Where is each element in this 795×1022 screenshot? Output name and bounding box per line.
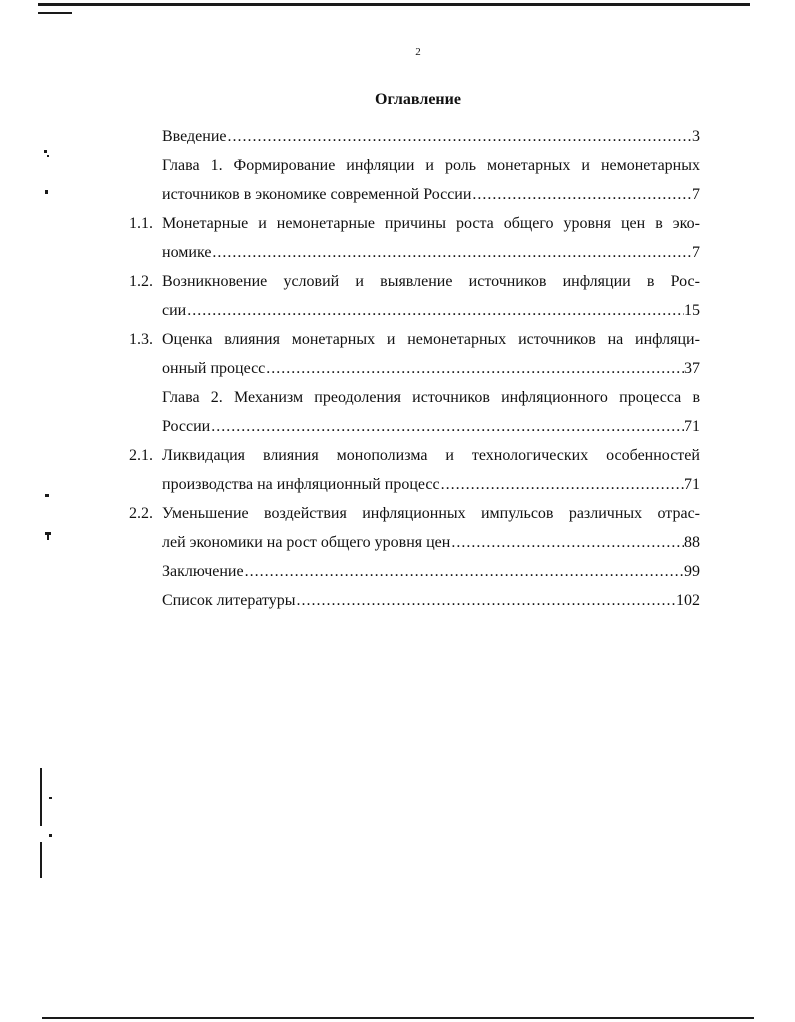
toc-entry-leader-line [162, 300, 700, 322]
toc-word: источников [518, 331, 596, 348]
toc-word: инфляционного [501, 389, 608, 406]
dot-leader [244, 561, 684, 583]
toc-word: уровня [563, 215, 611, 232]
scan-bottom-rule [42, 1017, 754, 1019]
toc-entry-leader-line [162, 474, 700, 496]
toc-word: в [692, 389, 700, 406]
toc-word: цен [620, 215, 646, 232]
dot-leader [296, 590, 676, 612]
toc-entry-leader-line [162, 590, 700, 612]
dot-leader [186, 300, 684, 322]
scan-speck [44, 150, 47, 153]
toc-entry-page: 15 [684, 302, 700, 319]
toc-word: Ликвидация [162, 447, 246, 464]
toc-word: монетарных [487, 157, 571, 174]
page-number: 2 [415, 46, 421, 58]
toc-word: влияния [262, 447, 319, 464]
dot-leader [440, 474, 684, 496]
toc-word: инфляции [562, 273, 631, 290]
toc-entry-page: 7 [692, 244, 700, 261]
toc-word: импульсов [480, 505, 554, 522]
toc-entry-title: онный процесс [162, 360, 266, 377]
toc-entry-leader-line [162, 184, 700, 206]
toc-entry-leader-line [162, 242, 700, 264]
toc-word: Механизм [233, 389, 304, 406]
toc-entry-leader-line [162, 532, 700, 554]
toc-word: влияния [224, 331, 280, 348]
toc-word: различных [568, 505, 643, 522]
toc-word: немонетарных [600, 157, 700, 174]
toc-word: монополизма [336, 447, 428, 464]
scan-speck [45, 494, 49, 497]
toc-word: источников [468, 273, 547, 290]
toc-entry-number: 1.1. [129, 215, 153, 232]
toc-entry-page: 71 [684, 418, 700, 435]
toc-entry-text-line [162, 387, 700, 409]
toc-word: условий [283, 273, 340, 290]
toc-word: и [425, 157, 434, 174]
toc-entry-title: Заключение [162, 563, 244, 580]
toc-word: Оценка [162, 331, 213, 348]
toc-entry-title: лей экономики на рост общего уровня цен [162, 534, 451, 551]
toc-word: отрас- [657, 505, 700, 522]
toc-entry-title: сии [162, 302, 187, 319]
toc-entry-text-line [162, 271, 700, 293]
toc-entry-title: производства на инфляционный процесс [162, 476, 440, 493]
toc-word: роль [444, 157, 477, 174]
scan-top-rule [38, 3, 750, 6]
toc-word: Монетарные [162, 215, 249, 232]
toc-entry-title: Введение [162, 128, 227, 145]
toc-word: общего [503, 215, 554, 232]
toc-entry-text-line [162, 155, 700, 177]
toc-word: технологических [471, 447, 589, 464]
toc-entry-page: 71 [684, 476, 700, 493]
scan-speck [49, 834, 52, 837]
toc-word: процесса [619, 389, 682, 406]
page-title: Оглавление [375, 91, 461, 108]
dot-leader [227, 126, 693, 148]
toc-word: 2. [210, 389, 223, 406]
toc-word: Формирование [233, 157, 336, 174]
toc-word: Глава [162, 157, 200, 174]
dot-leader [210, 416, 684, 438]
toc-word: выявление [380, 273, 453, 290]
dot-leader [265, 358, 684, 380]
toc-entry-text-line [162, 213, 700, 235]
toc-word: на [607, 331, 624, 348]
toc-word: воздействия [264, 505, 347, 522]
toc-entry-page: 37 [684, 360, 700, 377]
toc-entry-page: 7 [692, 186, 700, 203]
toc-word: эко- [672, 215, 700, 232]
toc-word: монетарных [291, 331, 376, 348]
toc-entry-text-line [162, 503, 700, 525]
toc-entry-number: 2.1. [129, 447, 153, 464]
toc-entry-text-line [162, 329, 700, 351]
toc-word: источников [412, 389, 490, 406]
scan-top-rule-fragment [38, 12, 72, 14]
toc-entry-title: России [162, 418, 211, 435]
toc-entry-leader-line [162, 416, 700, 438]
scan-speck [47, 535, 49, 540]
scan-left-bar [40, 842, 42, 878]
toc-word: Рос- [670, 273, 700, 290]
toc-word: инфляци- [635, 331, 700, 348]
toc-word: в [646, 273, 655, 290]
toc-word: причины [384, 215, 446, 232]
toc-word: Глава [162, 389, 200, 406]
toc-word: и [581, 157, 590, 174]
toc-entry-page: 99 [684, 563, 700, 580]
toc-word: Возникновение [162, 273, 268, 290]
toc-word: роста [455, 215, 494, 232]
toc-entry-title: номике [162, 244, 212, 261]
toc-word: и [445, 447, 454, 464]
toc-word: Уменьшение [162, 505, 249, 522]
toc-entry-number: 1.2. [129, 273, 153, 290]
toc-word: и [386, 331, 396, 348]
toc-word: немонетарных [407, 331, 507, 348]
dot-leader [211, 242, 692, 264]
toc-word: инфляции [346, 157, 415, 174]
scan-speck [45, 190, 48, 194]
scan-speck [49, 797, 52, 799]
dot-leader [450, 532, 684, 554]
toc-entry-number: 1.3. [129, 331, 153, 348]
toc-entry-text-line [162, 445, 700, 467]
toc-entry-number: 2.2. [129, 505, 153, 522]
toc-word: немонетарные [276, 215, 375, 232]
scan-speck [47, 155, 49, 157]
toc-entry-leader-line [162, 358, 700, 380]
toc-entry-title: источников в экономике современной России [162, 186, 472, 203]
toc-word: 1. [210, 157, 223, 174]
toc-word: особенностей [606, 447, 700, 464]
toc-entry-page: 88 [684, 534, 700, 551]
scan-left-bar [40, 768, 42, 826]
toc-word: и [258, 215, 267, 232]
toc-word: преодоления [314, 389, 401, 406]
toc-word: и [355, 273, 364, 290]
toc-word: инфляционных [362, 505, 466, 522]
toc-entry-page: 3 [692, 128, 700, 145]
dot-leader [471, 184, 692, 206]
toc-entry-page: 102 [676, 592, 700, 609]
toc-word: в [655, 215, 663, 232]
toc-entry-title: Список литературы [162, 592, 296, 609]
toc-entry-leader-line [162, 126, 700, 148]
toc-entry-leader-line [162, 561, 700, 583]
